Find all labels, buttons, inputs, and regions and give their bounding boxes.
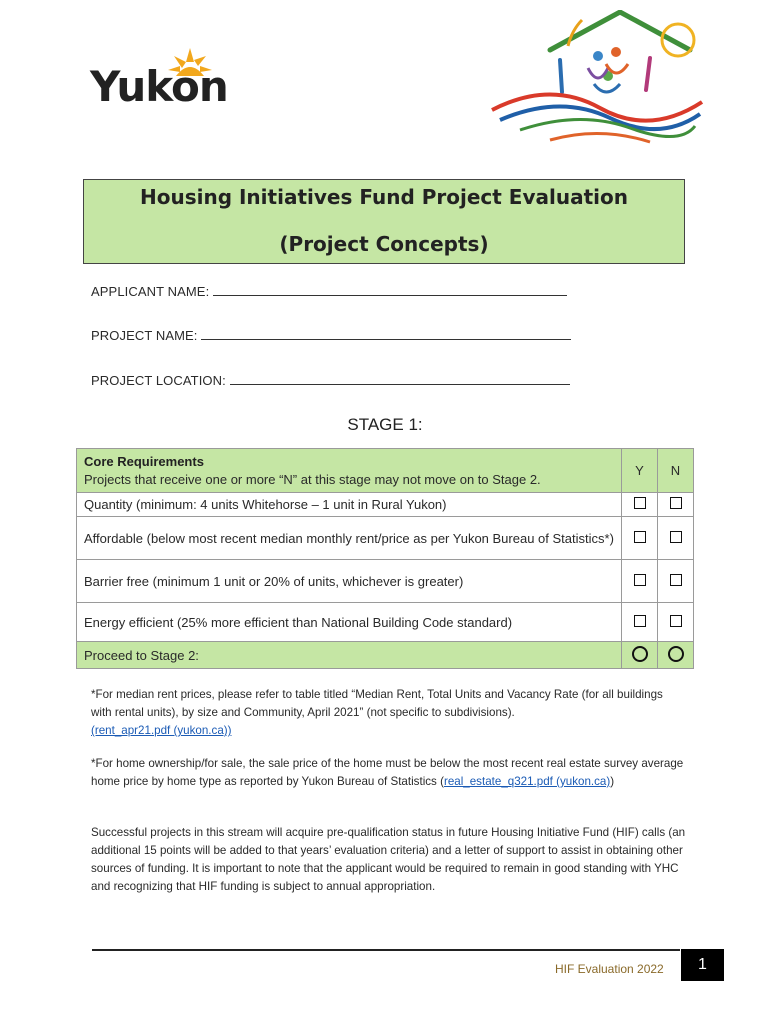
- proceed-row: [77, 642, 694, 669]
- table-row: [77, 517, 694, 560]
- stage-heading: STAGE 1:: [347, 415, 423, 434]
- rent-pdf-link[interactable]: (rent_apr21.pdf (yukon.ca)): [91, 724, 232, 737]
- project-location-blank[interactable]: [230, 374, 570, 385]
- affordable-no-checkbox[interactable]: [670, 531, 682, 543]
- requirement-barrier-free: Barrier free (minimum 1 unit or 20% of units, whichever is greater): [77, 560, 622, 603]
- real-estate-pdf-link[interactable]: real_estate_q321.pdf (yukon.ca): [443, 775, 611, 788]
- page-number: 1: [681, 949, 724, 981]
- requirement-energy-efficient: Energy efficient (25% more efficient than National Building Code standard): [77, 603, 622, 642]
- document-title-box: [83, 179, 685, 264]
- barrier-free-yes-checkbox[interactable]: [634, 574, 646, 586]
- footer-label: HIF Evaluation 2022: [555, 962, 664, 976]
- document-title: Housing Initiatives Fund Project Evaluation: [140, 185, 628, 209]
- document-subtitle: (Project Concepts): [279, 232, 489, 256]
- median-rent-text: *For median rent prices, please refer to table titled “Median Rent, Total Units and Vacancy Rate (for all buildings with rental units), by size and Community, April 2021” (not specific to subdivisions).: [91, 688, 663, 719]
- proceed-label: Proceed to Stage 2:: [77, 642, 622, 669]
- project-name-blank[interactable]: [201, 329, 571, 340]
- core-requirements-table: [76, 448, 694, 669]
- project-location-label: PROJECT LOCATION:: [91, 373, 226, 388]
- column-yes-header: Y: [622, 449, 658, 493]
- median-rent-note: [91, 686, 686, 740]
- project-location-field[interactable]: [91, 373, 570, 388]
- applicant-name-label: APPLICANT NAME:: [91, 284, 210, 299]
- energy-yes-checkbox[interactable]: [634, 615, 646, 627]
- housing-initiative-logo: [490, 10, 705, 150]
- pre-qualification-note: Successful projects in this stream will acquire pre-qualification status in future Housing Initiative Fund (HIF) calls (an additional 15 points will be added to that years’ evaluation criteria) and a letter of support to assist in obtaining other sources of funding. It is important to note that the applicant would be required to remain in good standing with YHC and recognizing that HIF funding is subject to annual appropriation.: [91, 826, 686, 893]
- energy-no-checkbox[interactable]: [670, 615, 682, 627]
- applicant-name-field[interactable]: [91, 284, 567, 299]
- table-header-row: [77, 449, 694, 493]
- project-name-label: PROJECT NAME:: [91, 328, 198, 343]
- quantity-yes-checkbox[interactable]: [634, 497, 646, 509]
- home-ownership-text: *For home ownership/for sale, the sale price of the home must be below the most recent real estate survey average home price by home type as reported by Yukon Bureau of Statistics (: [91, 757, 684, 788]
- core-requirements-note: Projects that receive one or more “N” at this stage may not move on to Stage 2.: [84, 472, 541, 487]
- table-row: [77, 603, 694, 642]
- svg-text:Yukon: Yukon: [90, 62, 228, 108]
- requirement-quantity: Quantity (minimum: 4 units Whitehorse – 1 unit in Rural Yukon): [77, 493, 622, 517]
- footer-divider: [92, 949, 680, 951]
- home-ownership-note: [91, 755, 686, 791]
- quantity-no-checkbox[interactable]: [670, 497, 682, 509]
- core-requirements-heading: Core Requirements: [84, 454, 204, 469]
- yukon-logo: [88, 44, 238, 108]
- applicant-name-blank[interactable]: [213, 285, 567, 296]
- home-ownership-close: ): [610, 775, 615, 788]
- table-row: [77, 560, 694, 603]
- proceed-no-radio[interactable]: [668, 646, 684, 662]
- project-name-field[interactable]: [91, 328, 571, 343]
- table-row: [77, 493, 694, 517]
- affordable-yes-checkbox[interactable]: [634, 531, 646, 543]
- requirement-affordable: Affordable (below most recent median monthly rent/price as per Yukon Bureau of Statistics*): [77, 517, 622, 560]
- table-header-cell: [77, 449, 622, 493]
- proceed-yes-radio[interactable]: [632, 646, 648, 662]
- barrier-free-no-checkbox[interactable]: [670, 574, 682, 586]
- column-no-header: N: [658, 449, 694, 493]
